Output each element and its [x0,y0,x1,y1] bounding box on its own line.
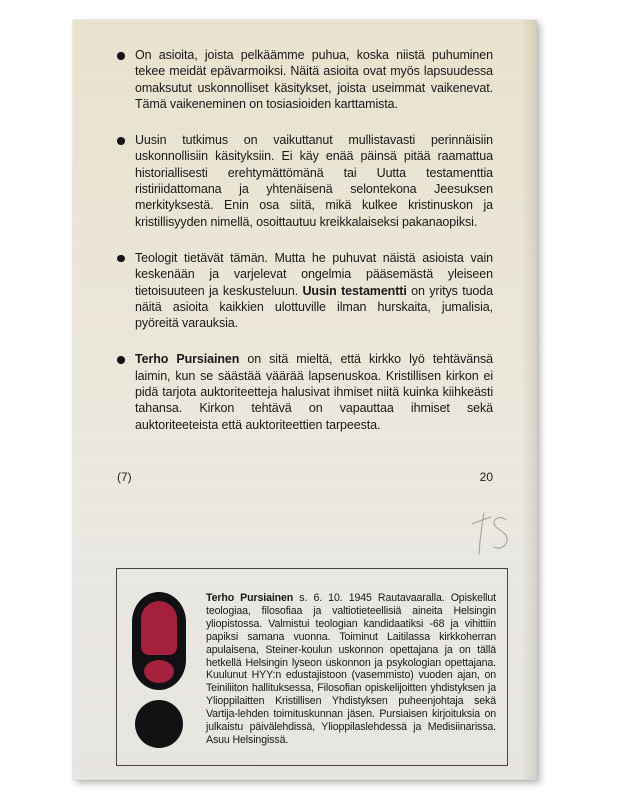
exclamation-mark-logo [126,578,198,756]
author-bio-body: s. 6. 10. 1945 Rautavaaralla. Opiskellut teologiaa, filosofiaa ja valtiotieteellisiä aineita Helsingin yliopistossa. Valmistui teologian kandidaatiksi -68 ja vihittiin papiksi samana vuonna. Toiminut Laitilassa kirkkoherran apulaisena, Steiner-koulun uskonnon opettajana ja on tällä hetkellä Helsingin lyseon uskonnon ja psykologian opettajana. Kuulunut HYY:n edustajistoon (vasemmisto) vuoden ajan, on Teiniliiton hallituksessa, Filosofian opiskelijoitten yhdistyksen ja Ylioppilaitten Kristillisen Yhdistyksen puheenjohtaja sekä Vartija-lehden toimituskunnan jäsen. Pursiaisen kirjoituksia on julkaistu päivälehdissä, Ylioppilaslehdessä ja Medisiinarissa. Asuu Helsingissä. [206,592,497,746]
paragraph-3-tail: on yritys tuoda näitä asioita kaikkien ulottuville ilman hurskaita, jumalisia, pyöreitä varauksia. [135,283,493,331]
filled-circle-bullet-icon [117,255,125,263]
filled-circle-bullet-icon [117,356,125,364]
logo-red-stem-shape [141,601,177,655]
paragraph-2-text: Uusin tutkimus on vaikuttanut mullistavasti perinnäisiin uskonnollisiin käsityksiin. Ei käy enää päinsä pitää raamattua historiallisesti erehtymättömänä tai Uutta testamenttia ristiriidattomana ja yhtenäisenä selontekona Jeesuksen merkityksestä. Enin osa siitä, mikä kulkee kristinuskon ja kristillisyyden nimellä, osoittautuu kreikkalaiseksi pakanaopiksi. [135,133,493,229]
logo-black-dot-shape [135,700,183,748]
bullet-paragraph-4 [117,351,493,432]
paragraph-3-bold-title: Uusin testamentti [302,283,407,298]
author-name: Terho Pursiainen [206,592,294,604]
handwritten-pencil-annotation [458,508,518,560]
bullet-paragraph-1 [117,47,493,112]
filled-circle-bullet-icon [117,52,125,60]
book-page-sheet [73,20,537,780]
body-copy [117,47,493,433]
bullet-paragraph-3 [117,250,493,331]
page-number: 20 [479,470,493,484]
folio-line [117,470,493,484]
page-edge-shadow [521,20,537,780]
author-bio-box [116,568,508,766]
logo-red-dot-shape [144,660,174,683]
paragraph-1-text: On asioita, joista pelkäämme puhua, koska niistä puhuminen tekee meidät epävarmoiksi. Näitä asioita ovat myös lapsuudessa omaksutut uskonnolliset käsitykset, joista useimmat vaikenevat. Tämä vaikeneminen on tosiasioiden karttamista. [135,48,493,111]
filled-circle-bullet-icon [117,137,125,145]
paragraph-4-tail: on sitä mieltä, että kirkko lyö tehtävänsä laimin, kun se säästää väärää lapsenuskoa. Kristillisen kirkon ei pidä tarjota auktoriteetteja halusivat ihmiset niitä kuinka kiihkeästi tahansa. Kirkon tehtävä on vapauttaa ihmiset sekä auktoriteeteista että auktoriteettien tarpeesta. [135,352,493,432]
author-bio-inner [117,569,507,765]
bullet-paragraph-2 [117,132,493,230]
author-bio-text [206,578,496,756]
paragraph-3-lead: Teologit tietävät tämän. Mutta he puhuvat näistä asioista vain keskenään ja varjelevat ongelmia pääsemästä yleiseen tietoisuuteen ja keskusteluun. [135,250,493,298]
paragraph-4-bold-name: Terho Pursiainen [135,352,240,367]
signature-mark: (7) [117,470,132,484]
